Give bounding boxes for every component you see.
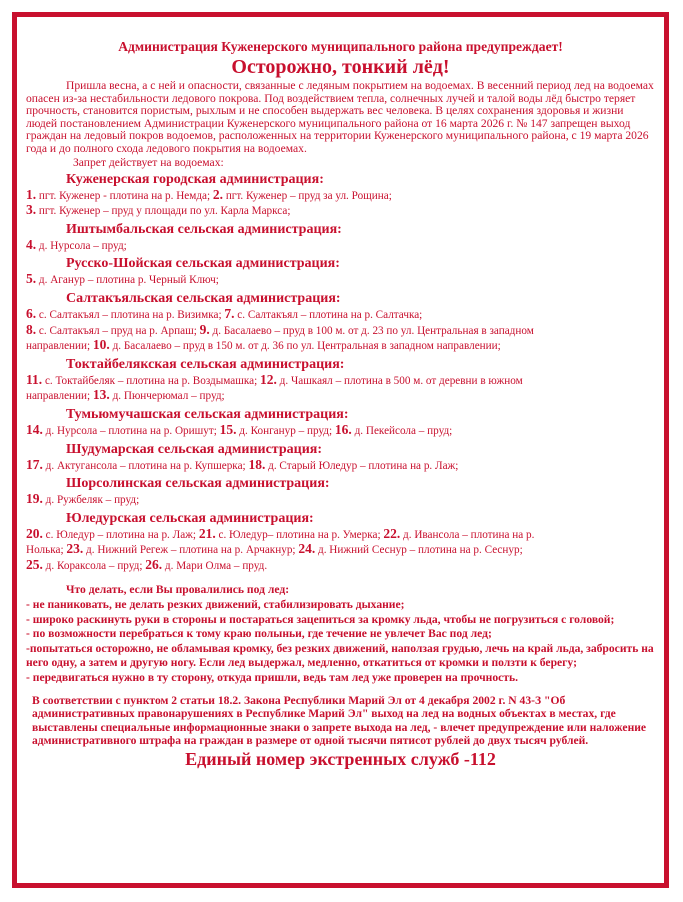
notice-border — [12, 12, 669, 888]
notice-content — [26, 25, 655, 883]
advice-item: - передвигаться нужно в ту сторону, откуда пришли, ведь там лед уже проверен на прочность. — [26, 671, 519, 685]
item-number: 16. — [334, 421, 352, 437]
item-number: 3. — [26, 202, 37, 218]
advice-section — [26, 583, 655, 685]
administration-title: Шудумарская сельская администрация: — [66, 441, 322, 457]
waterbody-line — [26, 527, 655, 543]
item-text: д. Нурсола – пруд; — [36, 239, 127, 252]
item-text: Нолька; — [26, 544, 67, 557]
administration-title: Токтайбелякская сельская администрация: — [66, 356, 345, 372]
administration-title: Салтакъяльская сельская администрация: — [66, 290, 341, 306]
waterbody-line — [26, 423, 655, 439]
item-number: 7. — [224, 305, 235, 321]
waterbody-line — [26, 272, 655, 288]
item-number: 8. — [26, 321, 37, 337]
waterbody-line — [26, 458, 655, 474]
item-text: с. Салтакъял – плотина на р. Салтачка; — [234, 308, 423, 321]
item-text: д. Нурсола – плотина на р. Оришут; — [42, 424, 220, 437]
waterbody-line — [26, 338, 655, 354]
advice-item: -попытаться осторожно, не обламывая кромку, без резких движений, наползая грудью, лечь на край льда, забросить на него одну, а затем и другую ногу. Если лед выдержал, медленно, откатиться от кромки и ползти к берегу; — [26, 641, 654, 670]
item-number: 21. — [198, 525, 216, 541]
item-number: 2. — [212, 186, 224, 202]
item-number: 22. — [383, 525, 401, 541]
notice-title: Осторожно, тонкий лёд! — [231, 56, 450, 78]
item-number: 9. — [199, 321, 210, 337]
item-text: д. Ивансола – плотина на р. — [400, 528, 535, 541]
administration-title: Иштымбальская сельская администрация: — [66, 221, 342, 237]
item-text: д. Мари Олма – пруд. — [162, 559, 268, 572]
item-text: пгт. Куженер - плотина на р. Немда; — [36, 189, 213, 202]
administrations-list — [26, 172, 655, 574]
item-number: 5. — [26, 271, 37, 287]
item-number: 23. — [66, 541, 84, 557]
item-number: 26. — [145, 556, 163, 572]
item-number: 24. — [298, 541, 316, 557]
item-number: 15. — [219, 421, 237, 437]
item-text: с. Юледур– плотина на р. Умерка; — [215, 528, 384, 541]
item-text: направлении; — [26, 390, 93, 403]
advice-item: - не паниковать, не делать резких движений, стабилизировать дыхание; — [26, 598, 405, 612]
item-text: д. Чашкаял – плотина в 500 м. от деревни в южном — [276, 374, 523, 387]
advice-item: - по возможности перебраться к тому краю полыньи, где течение не увлечет Вас под лед; — [26, 627, 492, 641]
waterbody-line — [26, 558, 655, 574]
waterbody-line — [26, 238, 655, 254]
item-text: с. Салтакъял – плотина на р. Визимка; — [36, 308, 225, 321]
administration-title: Юледурская сельская администрация: — [66, 510, 314, 526]
item-number: 18. — [248, 456, 266, 472]
waterbody-line — [26, 492, 655, 508]
waterbody-line — [26, 373, 655, 389]
item-text: д. Аганур – плотина р. Черный Ключ; — [36, 274, 219, 287]
waterbody-line — [26, 188, 655, 204]
item-number: 25. — [26, 556, 43, 572]
ban-title: Запрет действует на водоемах: — [73, 155, 224, 169]
item-text: д. Актугансола – плотина на р. Купшерка; — [42, 459, 249, 472]
item-text: д. Пюнчерюмал – пруд; — [109, 390, 225, 403]
law-paragraph: В соответствии с пунктом 2 статьи 18.2. Закона Республики Марий Эл от 4 декабря 2002 г. N 43-З "Об административных правонарушениях в Республике Марий Эл" выход на лед на водных объектах в местах, где выставлены специальные информационные знаки о запрете выхода на лед, - влечет предупреждение или наложение административного штрафа на граждан в размере от одной тысячи пятисот рублей до двух тысяч рублей. — [32, 693, 647, 748]
item-text: д. Ружбеляк – пруд; — [42, 494, 140, 507]
emergency-number: Единый номер экстренных служб -112 — [185, 749, 496, 769]
item-number: 14. — [26, 421, 43, 437]
item-text: д. Нижний Регеж – плотина на р. Арчакнур; — [83, 544, 299, 557]
waterbody-line — [26, 388, 655, 404]
item-text: с. Токтайбеляк – плотина на р. Воздымашка; — [42, 374, 260, 387]
waterbody-line — [26, 307, 655, 323]
waterbody-line — [26, 203, 655, 219]
item-number: 12. — [260, 371, 277, 387]
item-text: д. Басалаево – пруд в 150 м. от д. 36 по ул. Центральная в западном направлении; — [109, 340, 501, 353]
administration-title: Шорсолинская сельская администрация: — [66, 476, 330, 492]
intro-text: Пришла весна, а с ней и опасности, связанные с ледяным покрытием на водоемах. В весенний период лед на водоемах опасен из-за нестабильности ледового покрова. Под воздействием тепла, солнечных лучей и талой воды лёд быстро теряет прочность, становится пористым, рыхлым и не способен выдержать вес человека. В целях сохранения здоровья и жизни людей постановлением Администрации Куженерского муниципального района от 16 марта 2026 г. № 147 запрещен выход граждан на ледовый покров водоемов, расположенных на территории Куженерского муниципального района, с 19 марта 2026 года и до полного схода ледового покрытия на водоемах. — [26, 79, 654, 155]
administration-title: Русско-Шойская сельская администрация: — [66, 256, 340, 272]
advice-title: Что делать, если Вы провалились под лед: — [66, 583, 290, 597]
item-text: направлении; — [26, 340, 93, 353]
item-text: с. Юледур – плотина на р. Лаж; — [42, 528, 199, 541]
item-text: д. Кораксола – пруд; — [42, 559, 146, 572]
item-text: пгт. Куженер – пруд у площади по ул. Карла Маркса; — [36, 205, 291, 218]
item-text: д. Басалаево – пруд в 100 м. от д. 23 по ул. Центральная в западном — [209, 324, 534, 337]
item-number: 4. — [26, 236, 37, 252]
item-text: д. Пекейсола – пруд; — [351, 424, 453, 437]
administration-title: Куженерская городская администрация: — [66, 171, 324, 187]
item-number: 1. — [26, 186, 37, 202]
waterbody-line — [26, 323, 655, 339]
item-text: д. Старый Юледур – плотина на р. Лаж; — [265, 459, 459, 472]
administration-title: Тумьюмучашская сельская администрация: — [66, 406, 349, 422]
advice-item: - широко раскинуть руки в стороны и постараться зацепиться за кромку льда, чтобы не погрузиться с головой; — [26, 612, 615, 626]
item-text: д. Нижний Сеснур – плотина на р. Сеснур; — [315, 544, 523, 557]
item-number: 11. — [26, 371, 43, 387]
item-text: пгт. Куженер – пруд за ул. Рощина; — [223, 189, 392, 202]
item-number: 13. — [92, 387, 110, 403]
item-number: 10. — [92, 337, 110, 353]
item-text: д. Конганур – пруд; — [236, 424, 335, 437]
notice-header: Администрация Куженерского муниципального района предупреждает! — [118, 39, 563, 54]
item-number: 20. — [26, 525, 43, 541]
waterbody-line — [26, 542, 655, 558]
item-number: 19. — [26, 491, 43, 507]
intro-paragraph — [26, 80, 655, 156]
item-text: с. Салтакъял – пруд на р. Арпаш; — [36, 324, 200, 337]
item-number: 6. — [26, 305, 37, 321]
item-number: 17. — [26, 456, 43, 472]
